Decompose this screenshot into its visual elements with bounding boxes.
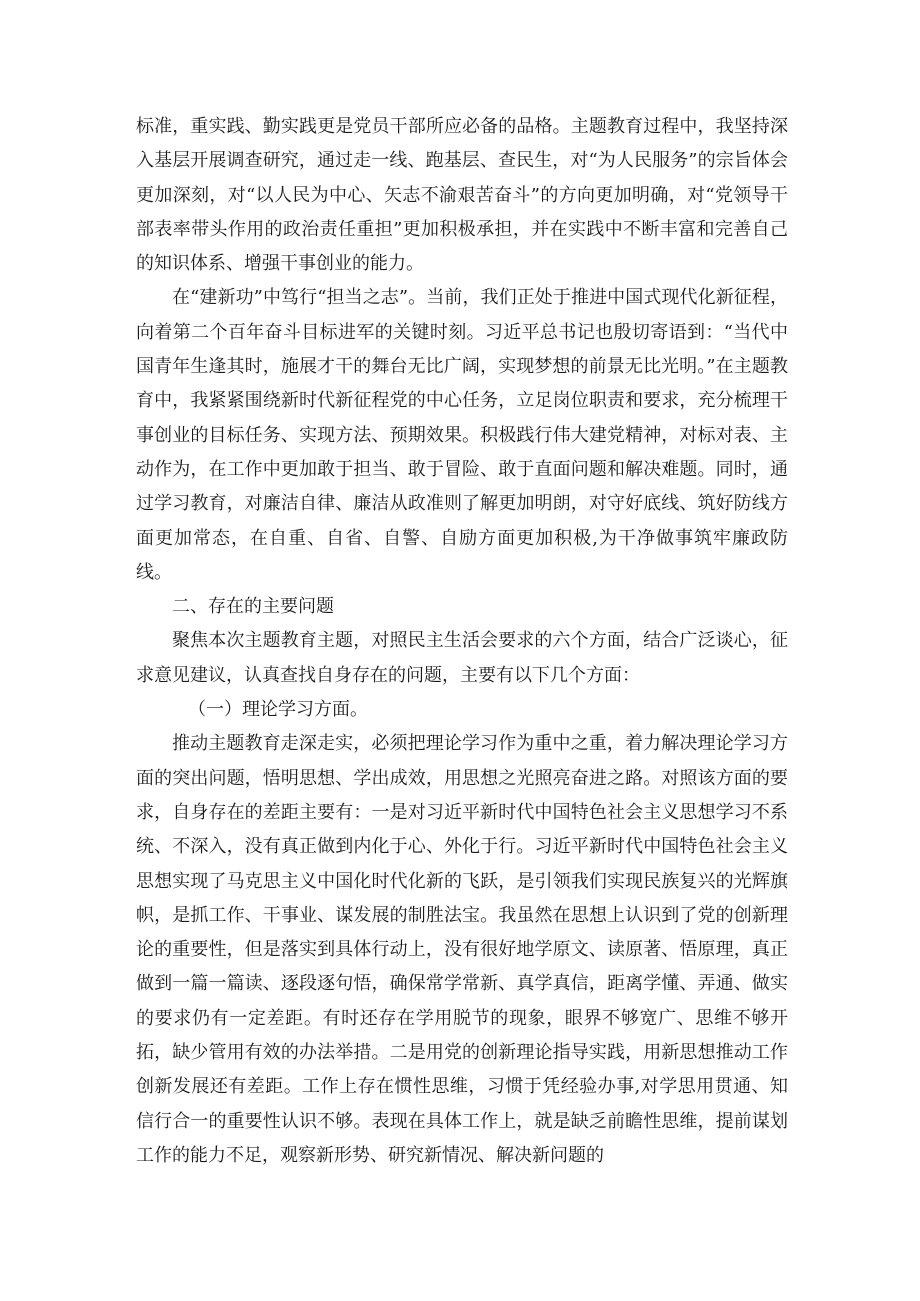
document-body [136, 110, 788, 1173]
section-heading-problems: 二、存在的主要问题 [172, 596, 334, 618]
subsection-heading-theory-study: （一）理论学习方面。 [188, 699, 368, 721]
paragraph-theory-study: 推动主题教育走深走实，必须把理论学习作为重中之重，着力解决理论学习方面的突出问题，悟明思想、学出成效，用思想之光照亮奋进之路。对照该方面的要求，自身存在的差距主要有：一是对习近平新时代中国特色社会主义思想学习不系统、不深入，没有真正做到内化于心、外化于行。习近平新时代中国特色社会主义思想实现了马克思主义中国化时代化新的飞跃，是引领我们实现民族复兴的光辉旗帜，是抓工作、干事业、谋发展的制胜法宝。我虽然在思想上认识到了党的创新理论的重要性，但是落实到具体行动上，没有很好地学原文、读原著、悟原理，真正做到一篇一篇读、逐段逐句悟，确保常学常新、真学真信，距离学懂、弄通、做实的要求仍有一定差距。有时还存在学用脱节的现象，眼界不够宽广、思维不够开拓，缺少管用有效的办法举措。二是用党的创新理论指导实践，用新思想推动工作创新发展还有差距。工作上存在惯性思维，习惯于凭经验办事,对学思用贯通、知信行合一的重要性认识不够。表现在具体工作上，就是缺乏前瞻性思维，提前谋划工作的能力不足，观察新形势、研究新情况、解决新问题的 [136, 733, 788, 1166]
paragraph-responsibility: 在“建新功”中笃行“担当之志”。当前，我们正处于推进中国式现代化新征程，向着第二个百年奋斗目标进军的关键时刻。习近平总书记也殷切寄语到：“当代中国青年生逢其时，施展才干的舞台无比广阔，实现梦想的前景无比光明。”在主题教育中，我紧紧围绕新时代新征程党的中心任务，立足岗位职责和要求，充分梳理干事创业的目标任务、实现方法、预期效果。积极践行伟大建党精神，对标对表、主动作为，在工作中更加敢于担当、敢于冒险、敢于直面问题和解决难题。同时，通过学习教育，对廉洁自律、廉洁从政准则了解更加明朗，对守好底线、筑好防线方面更加常态，在自重、自省、自警、自励方面更加积极,为干净做事筑牢廉政防线。 [136, 287, 788, 583]
paragraph-problems-intro: 聚焦本次主题教育主题，对照民主生活会要求的六个方面，结合广泛谈心，征求意见建议，认真查找自身存在的问题，主要有以下几个方面： [136, 630, 788, 686]
paragraph-practice-continuation: 标准，重实践、勤实践更是党员干部所应必备的品格。主题教育过程中，我坚持深入基层开展调查研究，通过走一线、跑基层、查民生，对“为人民服务”的宗旨体会更加深刻，对“以人民为中心、矢志不渝艰苦奋斗”的方向更加明确，对“党领导干部表率带头作用的政治责任重担”更加积极承担，并在实践中不断丰富和完善自己的知识体系、增强干事创业的能力。 [136, 116, 788, 275]
